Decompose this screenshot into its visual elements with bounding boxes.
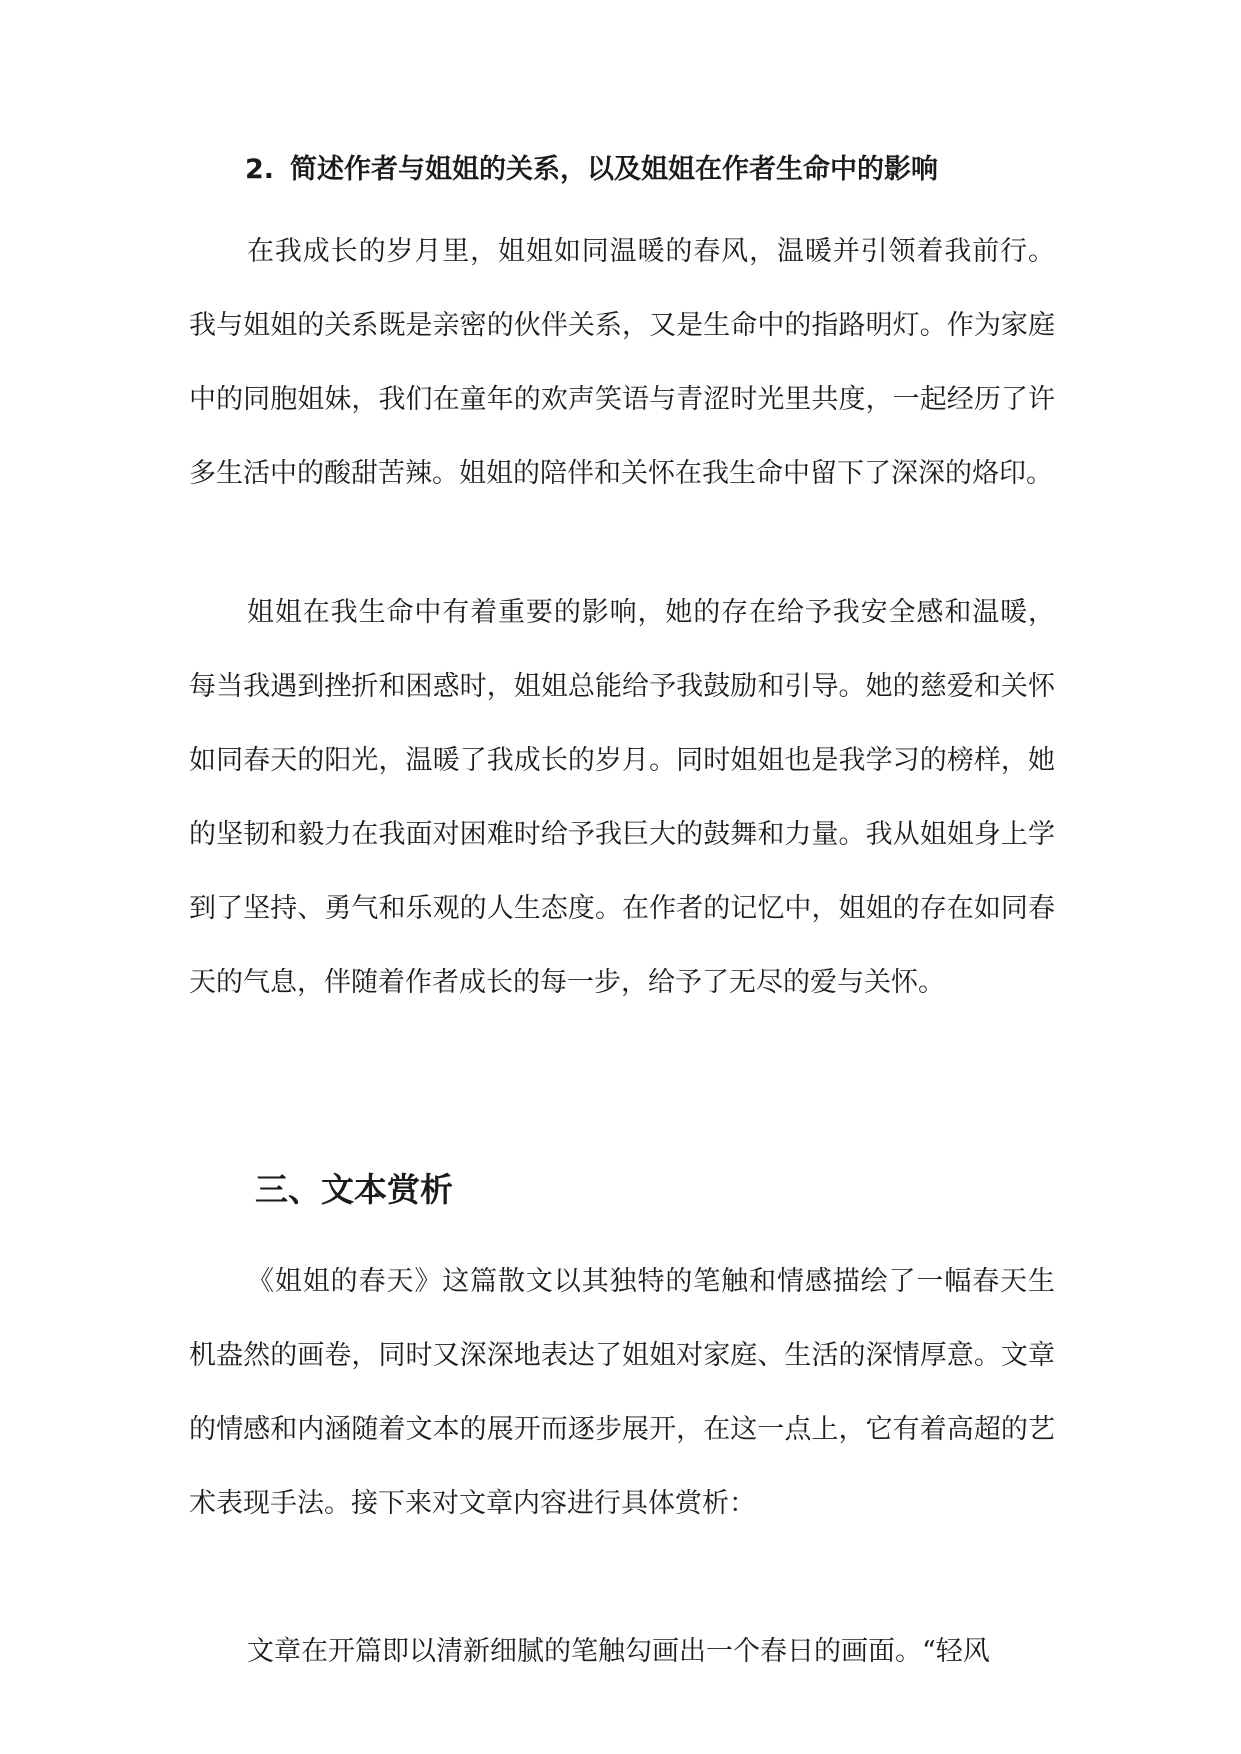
section-2-number: 2. — [245, 154, 275, 185]
section-2-paragraph-1: 在我成长的岁月里，姐姐如同温暖的春风，温暖并引领着我前行。我与姐姐的关系既是亲密的伙伴关系，又是生命中的指路明灯。作为家庭中的同胞姐妹，我们在童年的欢声笑语与青涩时光里共度，一起经历了许多生活中的酸甜苦辣。姐姐的陪伴和关怀在我生命中留下了深深的烙印。 — [189, 236, 1055, 489]
section-2-heading — [245, 150, 938, 190]
section-2-title: 简述作者与姐姐的关系，以及姐姐在作者生命中的影响 — [290, 154, 939, 185]
section-2-paragraph-2: 姐姐在我生命中有着重要的影响，她的存在给予我安全感和温暖，每当我遇到挫折和困惑时，姐姐总能给予我鼓励和引导。她的慈爱和关怀如同春天的阳光，温暖了我成长的岁月。同时姐姐也是我学习的榜样，她的坚韧和毅力在我面对困难时给予我巨大的鼓舞和力量。我从姐姐身上学到了坚持、勇气和乐观的人生态度。在作者的记忆中，姐姐的存在如同春天的气息，伴随着作者成长的每一步，给予了无尽的爱与关怀。 — [189, 597, 1055, 998]
section-3-paragraph-2: 文章在开篇即以清新细腻的笔触勾画出一个春日的画面。“轻风 — [247, 1636, 990, 1667]
section-3-paragraph-1: 《姐姐的春天》这篇散文以其独特的笔触和情感描绘了一幅春天生机盎然的画卷，同时又深深地表达了姐姐对家庭、生活的深情厚意。文章的情感和内涵随着文本的展开而逐步展开，在这一点上，它有着高超的艺术表现手法。接下来对文章内容进行具体赏析： — [189, 1266, 1055, 1519]
section-3-heading: 三、文本赏析 — [255, 1170, 453, 1209]
